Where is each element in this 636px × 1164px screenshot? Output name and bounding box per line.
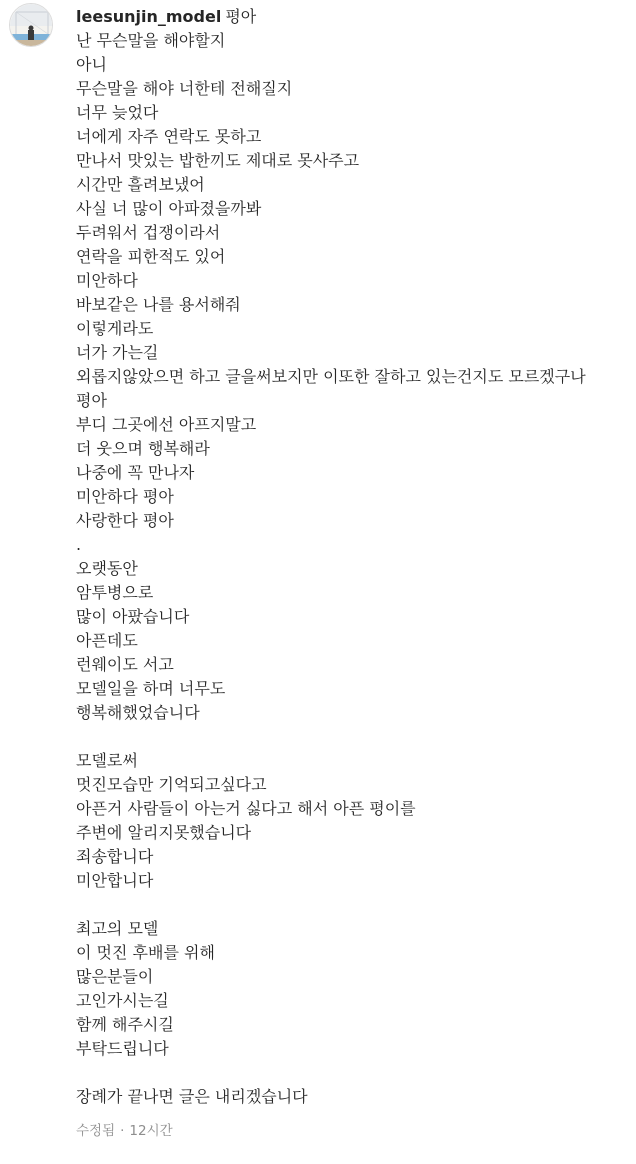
comment-body — [76, 5, 632, 1109]
comment-line: 멋진모습만 기억되고싶다고 — [76, 775, 267, 794]
comment-line: 장례가 끝나면 글은 내리겠습니다 — [76, 1087, 308, 1106]
comment-line: 부탁드립니다 — [76, 1039, 169, 1058]
comment-line: 나중에 꼭 만나자 — [76, 463, 195, 482]
comment-line: 두려워서 겁쟁이라서 — [76, 223, 221, 242]
username-link[interactable]: leesunjin_model — [76, 7, 222, 26]
comment-line: 주변에 알리지못했습니다 — [76, 823, 252, 842]
comment-line: 시간만 흘려보냈어 — [76, 175, 205, 194]
comment-first-text: 평아 — [225, 7, 257, 26]
comment-line: 많이 아팠습니다 — [76, 607, 190, 626]
comment-line: 함께 해주시길 — [76, 1015, 174, 1034]
avatar-image-icon — [10, 4, 53, 47]
comment-line: 최고의 모델 — [76, 919, 159, 938]
comment-meta — [76, 1119, 173, 1143]
comment-line: 무슨말을 해야 너한테 전해질지 — [76, 79, 293, 98]
comment-line: 부디 그곳에선 아프지말고 — [76, 415, 257, 434]
comment-line: 모델로써 — [76, 751, 138, 770]
meta-separator: · — [120, 1123, 125, 1139]
blank-line — [76, 1061, 632, 1085]
avatar[interactable] — [9, 3, 53, 47]
comment-line: 이 멋진 후배를 위해 — [76, 943, 215, 962]
comment-line: 미안하다 평아 — [76, 487, 174, 506]
comment-line: 미안합니다 — [76, 871, 154, 890]
comment-line: 외롭지않았으면 하고 글을써보지만 이또한 잘하고 있는건지도 모르겠구나 — [76, 367, 586, 386]
comment-line: 난 무슨말을 해야할지 — [76, 31, 226, 50]
comment-line: . — [76, 535, 82, 554]
comment-line: 연락을 피한적도 있어 — [76, 247, 226, 266]
comment-timestamp: 12시간 — [129, 1123, 173, 1139]
comment-line: 너무 늦었다 — [76, 103, 159, 122]
comment-line: 오랫동안 — [76, 559, 138, 578]
comment-text — [76, 29, 632, 1109]
comment-line: 만나서 맛있는 밥한끼도 제대로 못사주고 — [76, 151, 360, 170]
comment-line: 모델일을 하며 너무도 — [76, 679, 226, 698]
comment-line: 너가 가는길 — [76, 343, 159, 362]
comment-line: 미안하다 — [76, 271, 138, 290]
comment-line: 너에게 자주 연락도 못하고 — [76, 127, 262, 146]
comment-line: 행복해했었습니다 — [76, 703, 200, 722]
comment-line: 더 웃으며 행복해라 — [76, 439, 210, 458]
comment-line: 사실 너 많이 아파졌을까봐 — [76, 199, 262, 218]
edited-label[interactable]: 수정됨 — [76, 1123, 116, 1139]
comment-line: 죄송합니다 — [76, 847, 154, 866]
comment-line: 이렇게라도 — [76, 319, 154, 338]
comment-line: 많은분들이 — [76, 967, 154, 986]
comment-line: 바보같은 나를 용서해줘 — [76, 295, 241, 314]
blank-line — [76, 893, 632, 917]
comment-line: 평아 — [76, 391, 107, 410]
comment-line: 사랑한다 평아 — [76, 511, 174, 530]
blank-line — [76, 725, 632, 749]
comment-first-line — [76, 5, 632, 29]
comment-line: 암투병으로 — [76, 583, 154, 602]
comment-line: 아픈데도 — [76, 631, 138, 650]
comment-line: 고인가시는길 — [76, 991, 169, 1010]
comment-line: 아픈거 사람들이 아는거 싫다고 해서 아픈 평이를 — [76, 799, 416, 818]
comment-line: 아니 — [76, 55, 107, 74]
comment-line: 런웨이도 서고 — [76, 655, 174, 674]
